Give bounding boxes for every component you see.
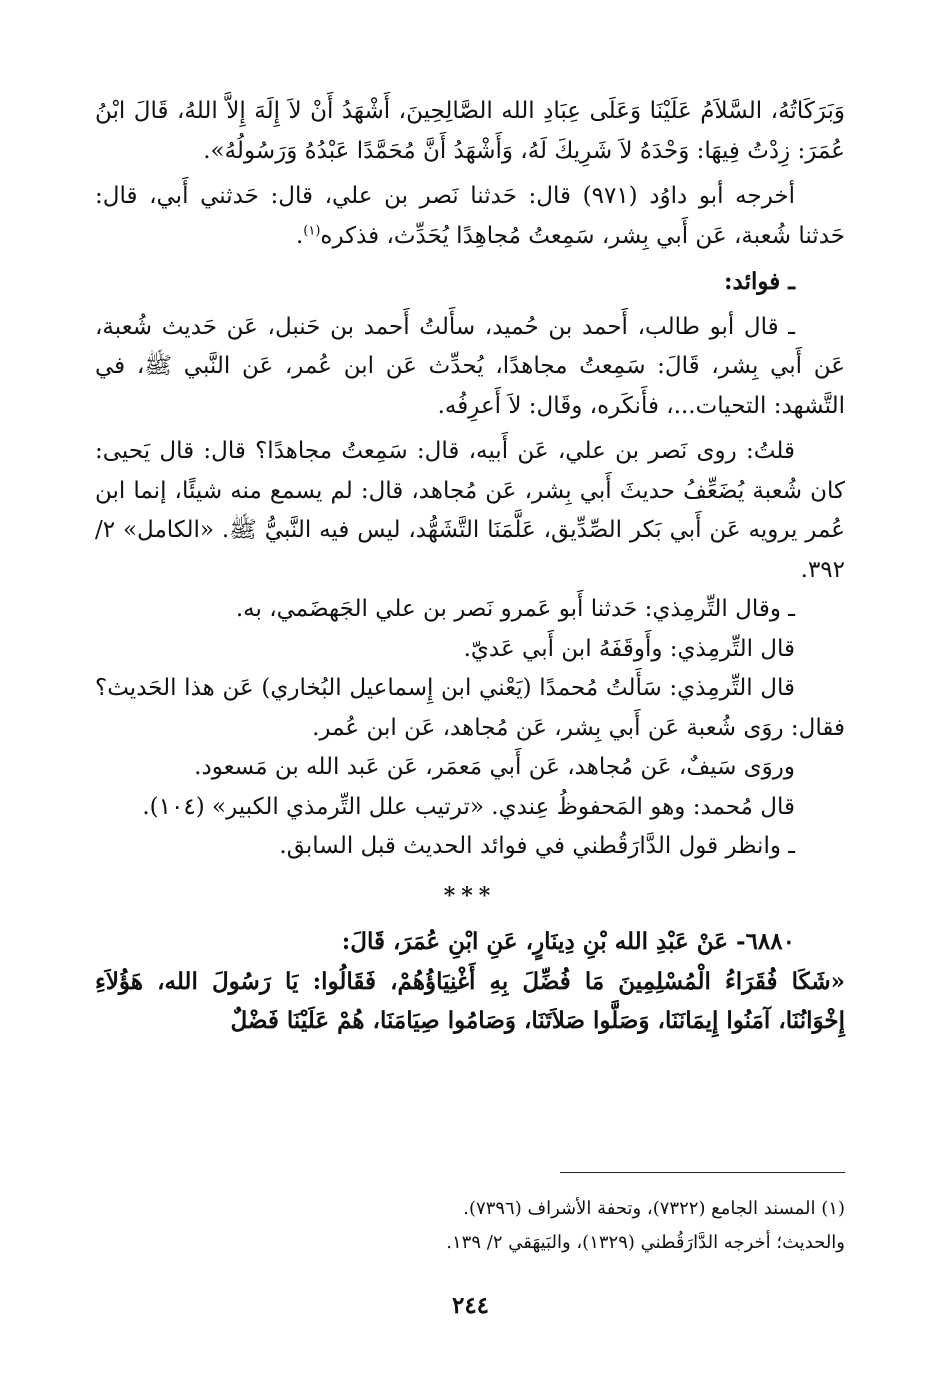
paragraph-muhammad: قال مُحمد: وهو المَحفوظُ عِندي. «ترتيب علل التِّرمذي الكبير» (١٠٤). <box>142 793 795 820</box>
paragraph-tirmidhi-3: قال التِّرمِذي: سَأَلتُ مُحمدًا (يَعْني ابن إِسماعيل البُخاري) عَن هذا الحَديث؟ فقال: روَى شُعبة عَن أَبي بِشر، عَن مُجاهد، عَن ابن عُمر. <box>95 675 845 741</box>
paragraph-sayf: وروَى سَيفٌ، عَن مُجاهد، عَن أَبي مَعمَر، عَن عَبد الله بن مَسعود. <box>194 754 795 780</box>
page-body <box>95 92 845 1041</box>
paragraph-abu-talib: ـ قال أبو طالب، أَحمد بن حُميد، سأَلتُ أَحمد بن حَنبل، عَن حَديث شُعبة، عَن أَبي بِشر، قَالَ: سَمِعتُ مجاهدًا، يُحدِّث عَن ابن عُمر، عَن النَّبي ﷺ، في التَّشهد: التحيات...، فأَنكَره، وقَال: لاَ أَعرِفُه. <box>95 313 845 419</box>
paragraph-qultu: قلتُ: روى نَصر بن علي، عَن أَبيه، قال: سَمِعتُ مجاهدًا؟ قال: قال يَحيى: كان شُعبة يُضَعِّفُ حديثَ أَبي بِشر، عَن مُجاهد، قال: لم يسمع منه شيئًا، إنما ابن عُمر يرويه عَن أَبي بَكر الصِّدِّيق، عَلَّمَنَا التَّشَهُّد، ليس فيه النَّبيُّ ﷺ. «الكامل» ٢/ ٣٩٢. <box>95 438 845 583</box>
paragraph-abu-dawud-source <box>95 177 845 256</box>
paragraph-abu-dawud-text: أخرجه أبو داوُد (٩٧١) قال: حَدثنا نَصر بن علي، قال: حَدثني أَبي، قال: حَدثنا شُعبة، عَن أَبي بِشر، سَمِعتُ مُجاهِدًا يُحَدِّث، فذكره <box>95 183 845 249</box>
paragraph-tirmidhi-1: ـ وقال التِّرمِذي: حَدثنا أَبو عَمرو نَصر بن علي الجَهضَمي، به. <box>235 596 795 622</box>
footnote-divider <box>560 1172 845 1173</box>
hadith-heading: ٦٨٨٠- عَنْ عَبْدِ الله بْنِ دِينَارٍ، عَنِ ابْنِ عُمَرَ، قَالَ: <box>341 928 795 955</box>
footnotes <box>95 1192 845 1260</box>
page-number: ٢٤٤ <box>451 1292 490 1319</box>
paragraph-tirmidhi-2: قال التِّرمِذي: وأَوقَفَهُ ابن أَبي عَديّ. <box>463 635 795 662</box>
paragraph-hadith-continuation: وَبَرَكَاتُهُ، السَّلاَمُ عَلَيْنَا وَعَلَى عِبَادِ الله الصَّالِحِينَ، أَشْهَدُ أَنْ لاَ إِلَهَ إِلاَّ اللهُ، قَالَ ابْنُ عُمَرَ: زِدْتُ فِيهَا: وَحْدَهُ لاَ شَرِيكَ لَهُ، وَأَشْهَدُ أَنَّ مُحَمَّدًا عَبْدُهُ وَرَسُولُهُ». <box>95 98 845 164</box>
paragraph-abu-dawud-end: . <box>295 222 304 249</box>
fawaid-heading: ـ فوائد: <box>724 268 795 295</box>
footnote-1: (١) المسند الجامع (٧٣٢٢)، وتحفة الأشراف (٧٣٩٦). <box>463 1198 845 1219</box>
footnote-reference[interactable]: (١) <box>303 222 321 238</box>
footnote-2: والحديث؛ أخرجه الدَّارَقُطني (١٣٢٩)، والبَيهَقي ٢/ ١٣٩. <box>446 1232 845 1253</box>
hadith-text: «شَكَا فُقَرَاءُ الْمُسْلِمِينَ مَا فُضِّلَ بِهِ أَغْنِيَاؤُهُمْ، فَقَالُوا: يَا رَسُولَ الله، هَؤُلاَءِ إِخْوَانُنَا، آمَنُوا إِيمَانَنَا، وَصَلَّوا صَلاَتَنَا، وَصَامُوا صِيَامَنَا، هُمْ عَلَيْنَا فَضْلٌ <box>95 967 845 1034</box>
section-separator: *** <box>443 882 497 909</box>
paragraph-daraqutni-ref: ـ وانظر قول الدَّارَقُطني في فوائد الحديث قبل السابق. <box>279 833 795 859</box>
